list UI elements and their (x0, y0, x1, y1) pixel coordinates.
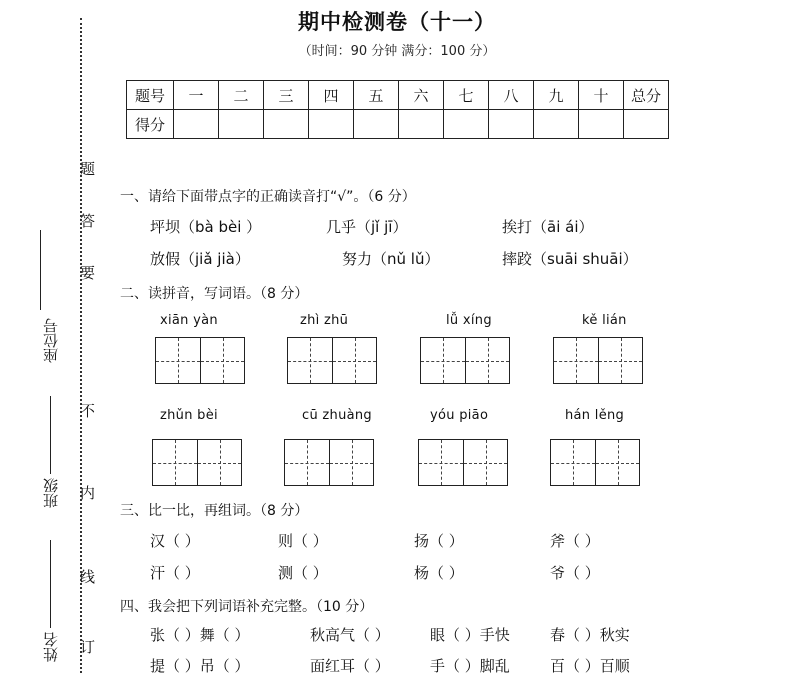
writing-grid[interactable] (284, 439, 374, 486)
score-cell[interactable] (579, 110, 624, 139)
binding-char-7: 订 (80, 638, 96, 656)
q1-item[interactable]: 挨打（āi ái） (502, 218, 594, 236)
q4-item[interactable]: 手（ ）脚乱 (430, 657, 510, 675)
writing-grid[interactable] (420, 337, 510, 384)
class-line (50, 396, 51, 474)
score-cell[interactable] (489, 110, 534, 139)
grid-cell[interactable] (551, 440, 595, 485)
writing-grid[interactable] (553, 337, 643, 384)
exam-info: （时间：90 分钟 满分：100 分） (298, 44, 496, 59)
binding-char-3: 要 (80, 264, 96, 282)
grid-cell[interactable] (288, 338, 332, 383)
score-table-score-row (127, 110, 669, 139)
binding-char-4: 不 (80, 402, 96, 420)
grid-cell[interactable] (463, 440, 507, 485)
q4-item[interactable]: 张（ ）舞（ ） (150, 626, 250, 644)
score-cell[interactable] (219, 110, 264, 139)
table-header-cell: 一 (174, 81, 219, 110)
table-header-cell: 总分 (624, 81, 669, 110)
grid-cell[interactable] (329, 440, 373, 485)
q3-item[interactable]: 爷（ ） (550, 564, 600, 582)
pinyin-label: hán lěng (565, 408, 625, 423)
grid-cell[interactable] (285, 440, 329, 485)
writing-grid[interactable] (287, 337, 377, 384)
q4-item[interactable]: 百（ ）百顺 (550, 657, 630, 675)
q4-item[interactable]: 眼（ ）手快 (430, 626, 510, 644)
score-cell[interactable] (399, 110, 444, 139)
pinyin-label: xiān yàn (160, 313, 218, 328)
grid-cell[interactable] (200, 338, 244, 383)
pinyin-label: zhǔn bèi (160, 408, 218, 423)
grid-cell[interactable] (554, 338, 598, 383)
table-header-cell: 八 (489, 81, 534, 110)
table-header-cell: 二 (219, 81, 264, 110)
grid-cell[interactable] (197, 440, 241, 485)
pinyin-label: zhì zhū (300, 313, 349, 328)
table-header-cell: 六 (399, 81, 444, 110)
q3-item[interactable]: 杨（ ） (414, 564, 464, 582)
q4-item[interactable]: 春（ ）秋实 (550, 626, 630, 644)
question-3-heading: 三、比一比，再组词。（8 分） (120, 503, 309, 519)
q3-item[interactable]: 测（ ） (278, 564, 328, 582)
table-header-cell: 五 (354, 81, 399, 110)
grid-cell[interactable] (153, 440, 197, 485)
score-cell[interactable] (309, 110, 354, 139)
q3-item[interactable]: 则（ ） (278, 532, 328, 550)
seat-number-line (40, 230, 41, 310)
score-cell[interactable] (444, 110, 489, 139)
score-cell[interactable] (174, 110, 219, 139)
question-2-heading: 二、读拼音，写词语。（8 分） (120, 286, 309, 302)
grid-cell[interactable] (332, 338, 376, 383)
pinyin-label: yóu piāo (430, 408, 489, 423)
pinyin-label: kě lián (582, 313, 627, 328)
grid-cell[interactable] (419, 440, 463, 485)
table-header-cell: 四 (309, 81, 354, 110)
binding-char-1: 题 (80, 160, 96, 178)
score-cell[interactable] (354, 110, 399, 139)
binding-char-5: 内 (80, 484, 96, 502)
q1-item[interactable]: 摔跤（suāi shuāi） (502, 250, 638, 268)
q4-item[interactable]: 面红耳（ ） (310, 657, 390, 675)
question-4-heading: 四、我会把下列词语补充完整。（10 分） (120, 599, 374, 615)
grid-cell[interactable] (595, 440, 639, 485)
table-header-cell: 七 (444, 81, 489, 110)
table-header-cell: 三 (264, 81, 309, 110)
q3-item[interactable]: 扬（ ） (414, 532, 464, 550)
binding-char-6: 线 (80, 568, 96, 586)
q1-item[interactable]: 坪坝（bà bèi ） (150, 218, 262, 236)
q4-item[interactable]: 提（ ）吊（ ） (150, 657, 250, 675)
q3-item[interactable]: 汗（ ） (150, 564, 200, 582)
q1-item[interactable]: 努力（nǔ lǔ） (342, 250, 440, 268)
grid-cell[interactable] (421, 338, 465, 383)
table-header-cell: 十 (579, 81, 624, 110)
class-label: 班级 (42, 478, 60, 508)
score-table-header-row (127, 81, 669, 110)
q1-item[interactable]: 放假（jiǎ jià） (150, 250, 250, 268)
binding-char-2: 答 (80, 212, 96, 230)
grid-cell[interactable] (598, 338, 642, 383)
writing-grid[interactable] (152, 439, 242, 486)
pinyin-label: cū zhuàng (302, 408, 372, 423)
table-header-cell: 题号 (127, 81, 174, 110)
page-title: 期中检测卷（十一） (298, 10, 496, 34)
q3-item[interactable]: 斧（ ） (550, 532, 600, 550)
grid-cell[interactable] (465, 338, 509, 383)
writing-grid[interactable] (550, 439, 640, 486)
score-row-label: 得分 (127, 110, 174, 139)
q1-item[interactable]: 几乎（jǐ jī） (326, 218, 408, 236)
score-cell[interactable] (264, 110, 309, 139)
score-cell[interactable] (624, 110, 669, 139)
name-line (50, 540, 51, 628)
writing-grid[interactable] (155, 337, 245, 384)
table-header-cell: 九 (534, 81, 579, 110)
pinyin-label: lǚ xíng (446, 313, 492, 328)
writing-grid[interactable] (418, 439, 508, 486)
seat-number-label: 座位号 (42, 318, 60, 363)
q4-item[interactable]: 秋高气（ ） (310, 626, 390, 644)
score-table (126, 80, 669, 139)
q3-item[interactable]: 汉（ ） (150, 532, 200, 550)
question-1-heading: 一、请给下面带点字的正确读音打“√”。（6 分） (120, 189, 416, 205)
grid-cell[interactable] (156, 338, 200, 383)
name-label: 姓名 (42, 632, 60, 662)
score-cell[interactable] (534, 110, 579, 139)
